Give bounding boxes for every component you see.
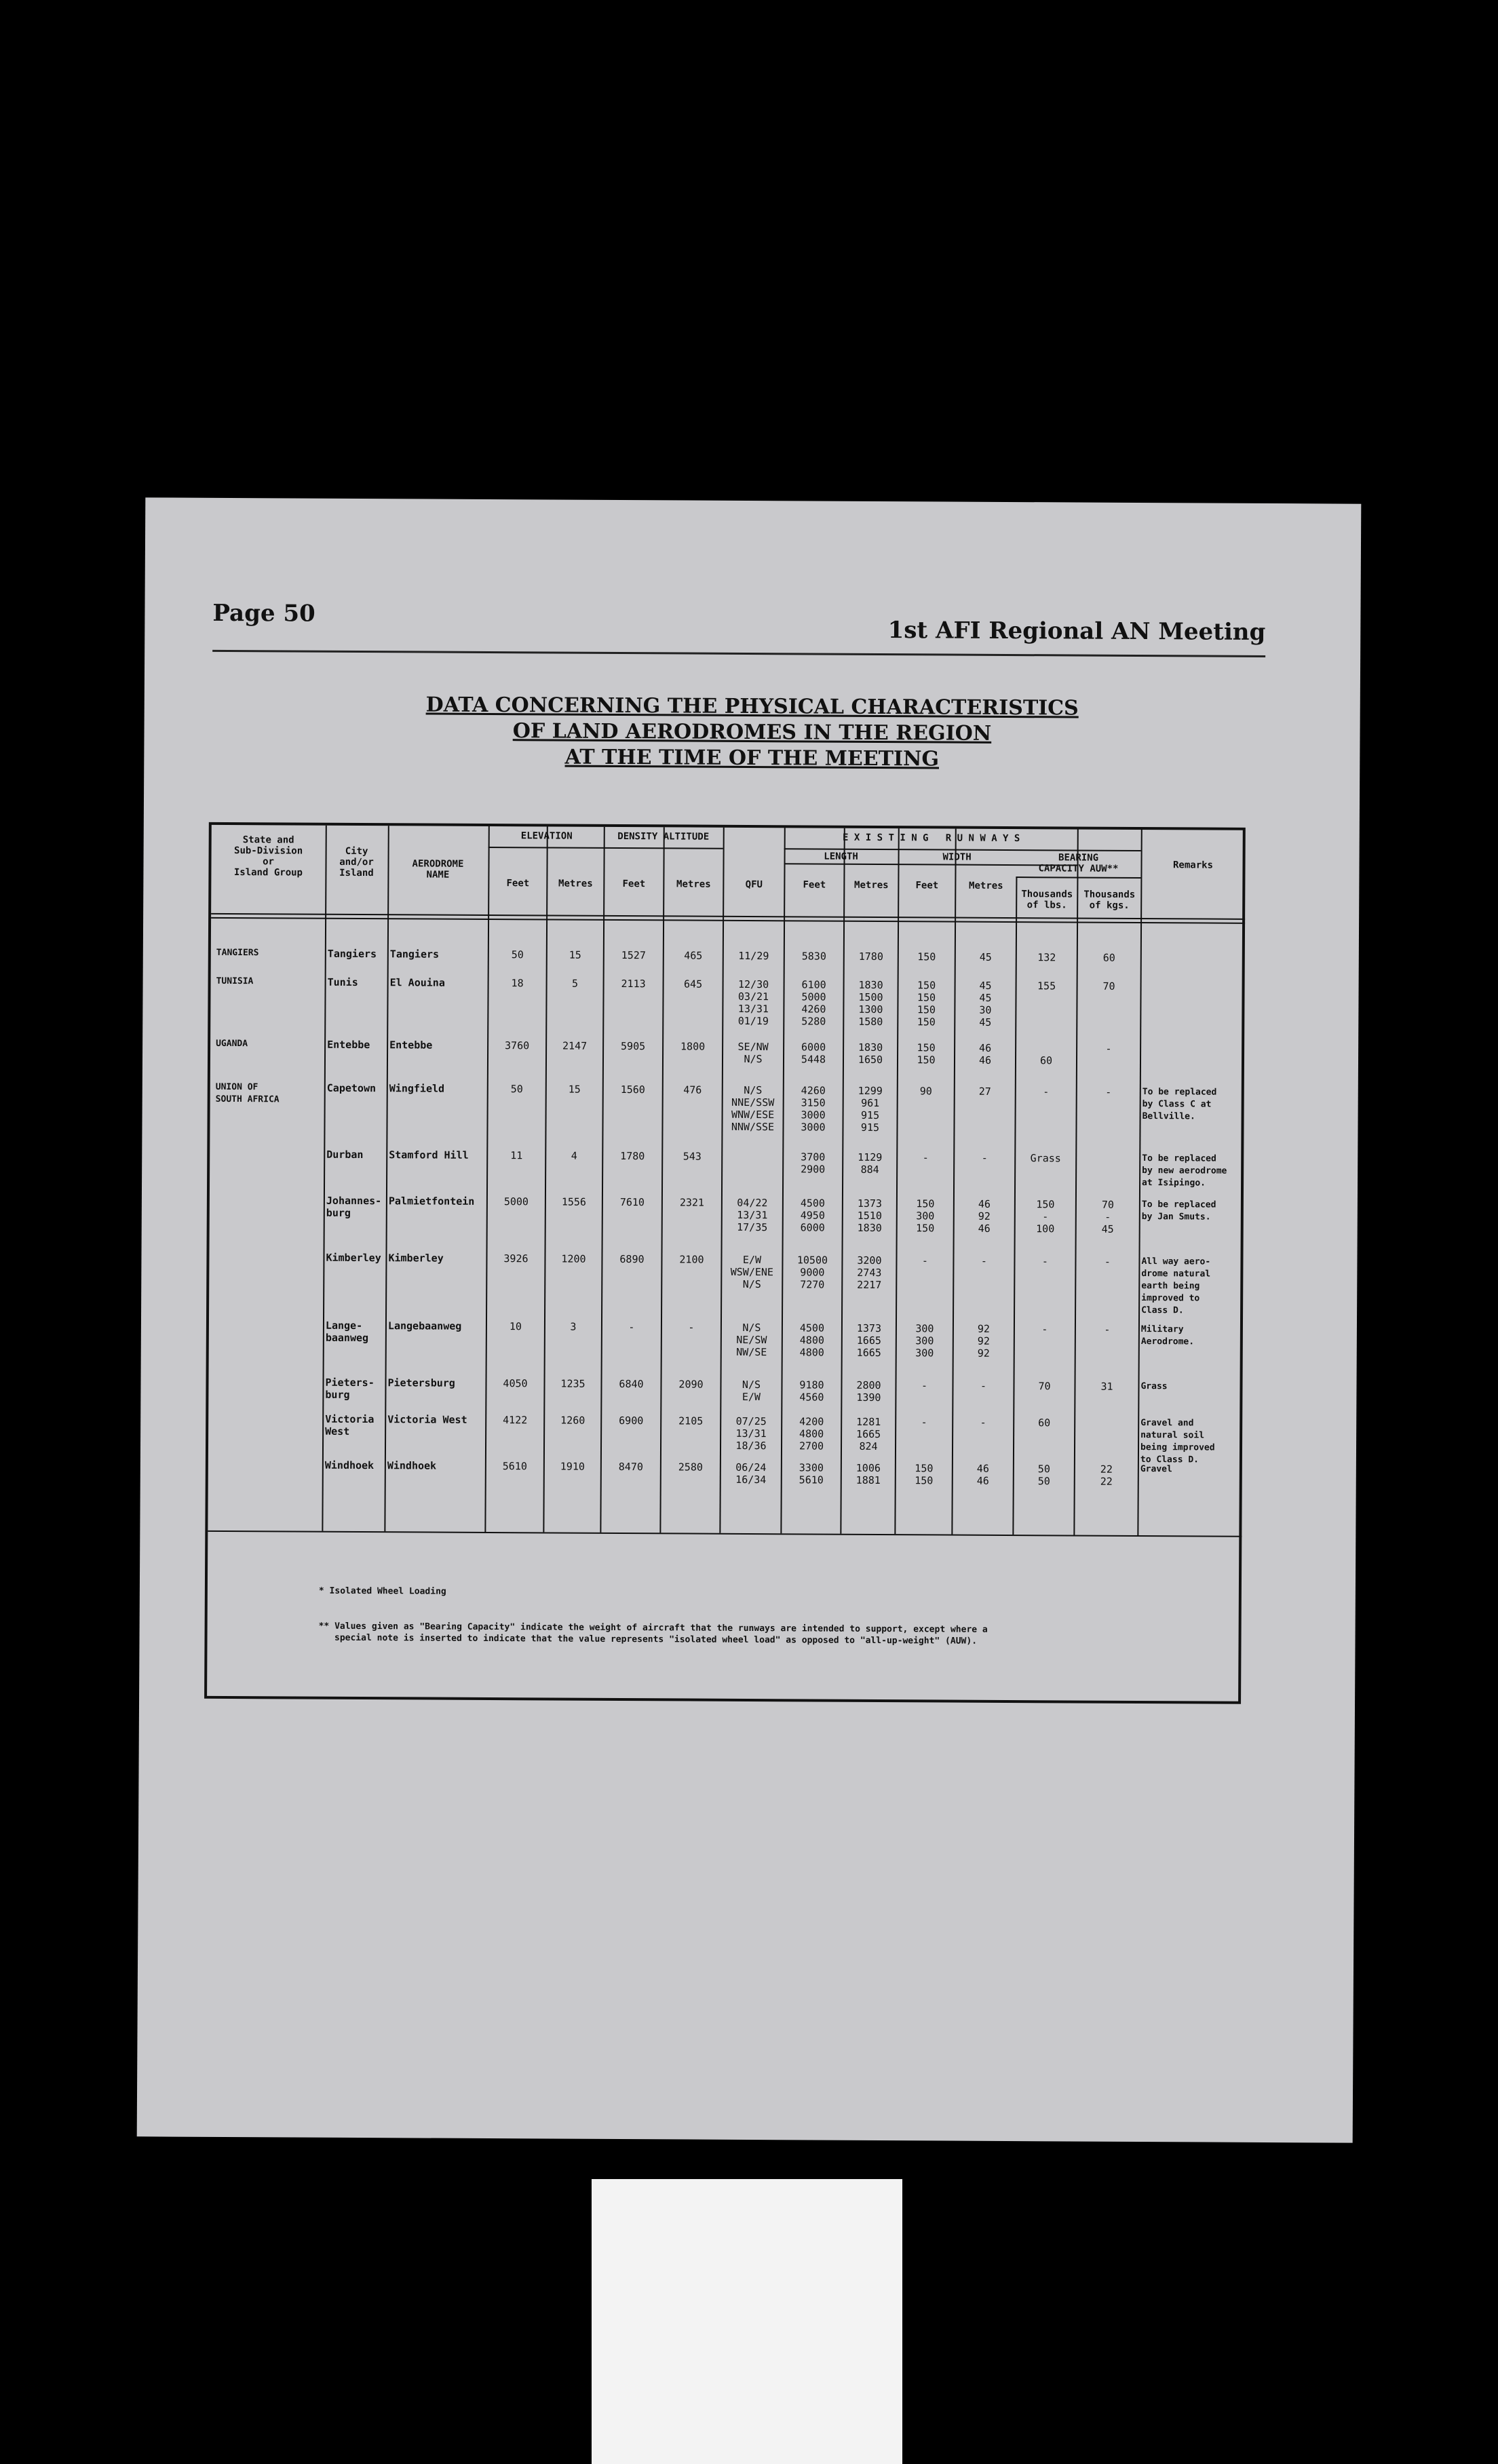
cell-wid-ft: 150 150: [917, 1041, 936, 1066]
cell-bc-lbs: 155: [1037, 980, 1056, 993]
header-existing-runways: E X I S T I N G R U N W A Y S: [843, 832, 1020, 845]
header-da-metres: Metres: [676, 879, 711, 890]
header-thousands-kgs: Thousands of kgs.: [1083, 889, 1136, 911]
header-state: State and Sub-Division or Island Group: [233, 834, 303, 879]
cell-bc-kgs: 70: [1102, 980, 1115, 993]
cell-elev-ft: 50: [511, 948, 524, 961]
footnote-1: * Isolated Wheel Loading: [318, 1585, 446, 1597]
page-label: Page 50: [212, 599, 315, 628]
footnote-2: ** Values given as "Bearing Capacity" indicate the weight of aircraft that the runways are intended to support, except where a special note is inserted to indicate that the value represents "isolated wheel load" as opposed to "all-up-weight" (AUW).: [318, 1621, 988, 1647]
cell-elev-m: 1235: [560, 1377, 585, 1390]
cell-wid-m: 46 92 46: [978, 1197, 991, 1235]
cell-bc-lbs: -: [1041, 1255, 1049, 1268]
cell-wid-m: 46 46: [976, 1462, 989, 1487]
cell-da-ft: 1560: [620, 1083, 645, 1096]
title-line-2: OF LAND AERODROMES IN THE REGION: [512, 719, 992, 746]
cell-aerodrome: El Aouina: [389, 976, 445, 989]
header-thousands-lbs: Thousands of lbs.: [1021, 889, 1073, 911]
cell-state: [215, 1194, 322, 1195]
cell-wid-ft: 150 300 150: [916, 1197, 935, 1235]
cell-city: Lange- baanweg: [325, 1319, 369, 1345]
cell-bc-lbs: -: [1043, 1085, 1050, 1098]
cell-bc-kgs: -: [1104, 1323, 1111, 1336]
cell-wid-m: 92 92 92: [977, 1322, 991, 1360]
cell-da-m: -: [688, 1321, 695, 1334]
cell-state: [215, 1148, 322, 1149]
cell-wid-ft: -: [921, 1416, 927, 1429]
cell-wid-m: -: [981, 1151, 988, 1164]
cell-len-m: 1373 1665 1665: [856, 1322, 882, 1360]
cell-aerodrome: Tangiers: [389, 948, 440, 961]
cell-elev-ft: 50: [510, 1083, 523, 1096]
cell-da-m: 2090: [678, 1378, 704, 1391]
cell-aerodrome: Victoria West: [387, 1413, 467, 1426]
header-wid-feet: Feet: [915, 880, 939, 891]
header-remarks: Remarks: [1172, 860, 1214, 871]
cell-da-ft: 6840: [619, 1377, 644, 1391]
cell-city: Kimberley: [326, 1251, 381, 1265]
cell-wid-ft: 150 150 150 150: [917, 979, 936, 1028]
cell-da-ft: 6890: [619, 1253, 645, 1266]
header-da-feet: Feet: [622, 879, 646, 890]
cell-remarks: [1143, 980, 1244, 981]
cell-wid-m: 45: [979, 950, 992, 963]
cell-len-m: 1830 1650: [858, 1041, 883, 1066]
cell-wid-m: 27: [978, 1085, 991, 1098]
cell-len-ft: 6100 5000 4260 5280: [801, 978, 826, 1028]
cell-bc-kgs: -: [1105, 1042, 1112, 1055]
cell-da-ft: 8470: [618, 1460, 643, 1474]
cell-wid-ft: -: [921, 1379, 928, 1392]
cell-state: UGANDA: [216, 1038, 248, 1050]
cell-wid-m: -: [980, 1416, 986, 1429]
cell-aerodrome: Windhoek: [387, 1459, 437, 1472]
cell-elev-ft: 11: [510, 1149, 523, 1162]
header-rule: [212, 650, 1265, 657]
cell-len-ft: 10500 9000 7270: [796, 1254, 828, 1291]
header-elevation: ELEVATION: [520, 830, 573, 842]
cell-elev-ft: 5610: [502, 1460, 527, 1473]
cell-elev-ft: 4122: [503, 1414, 528, 1427]
title-line-3: AT THE TIME OF THE MEETING: [564, 745, 940, 771]
cell-da-m: 2105: [678, 1414, 704, 1427]
cell-bc-kgs: 60: [1102, 951, 1115, 964]
cell-wid-m: -: [980, 1254, 988, 1267]
header-len-feet: Feet: [803, 879, 826, 891]
cell-aerodrome: Wingfield: [389, 1082, 445, 1095]
cell-da-m: 645: [683, 978, 703, 990]
cell-state: TUNISIA: [216, 976, 254, 987]
cell-len-ft: 4500 4950 6000: [800, 1197, 826, 1234]
cell-wid-ft: 300 300 300: [915, 1322, 934, 1360]
cell-elev-ft: 4050: [503, 1377, 528, 1390]
cell-bc-lbs: -: [1041, 1323, 1048, 1336]
header-wid-metres: Metres: [969, 880, 1003, 891]
cell-elev-m: 4: [571, 1149, 577, 1162]
cell-elev-m: 1910: [560, 1460, 585, 1473]
cell-len-ft: 3700 2900: [801, 1151, 826, 1176]
cell-wid-m: 45 45 30 45: [979, 979, 992, 1028]
cell-aerodrome: Stamford Hill: [389, 1149, 469, 1161]
cell-wid-ft: 90: [919, 1085, 932, 1098]
cell-len-m: 3200 2743 2217: [857, 1254, 882, 1292]
cell-aerodrome: Palmietfontein: [388, 1195, 475, 1208]
header-density-altitude: DENSITY ALTITUDE: [617, 830, 710, 843]
cell-len-ft: 6000 5448: [801, 1041, 826, 1066]
cell-da-ft: 7610: [619, 1196, 645, 1209]
cell-state: UNION OF SOUTH AFRICA: [215, 1081, 280, 1105]
cell-elev-ft: 5000: [503, 1195, 529, 1208]
cell-state: [215, 1251, 322, 1252]
cell-city: Entebbe: [327, 1038, 370, 1052]
cell-len-ft: 4500 4800 4800: [799, 1322, 825, 1359]
cell-state: [214, 1319, 322, 1320]
cell-wid-m: -: [980, 1379, 987, 1392]
cell-qfu: 04/22 13/31 17/35: [737, 1196, 768, 1234]
cell-da-m: 2100: [679, 1253, 704, 1266]
header-elev-metres: Metres: [558, 878, 593, 889]
cell-len-m: 1281 1665 824: [856, 1415, 881, 1452]
cell-len-m: 1830 1500 1300 1580: [858, 978, 883, 1028]
cell-len-m: 1006 1881: [856, 1461, 881, 1487]
cell-elev-m: 5: [572, 977, 579, 990]
cell-da-m: 476: [683, 1083, 702, 1096]
cell-bc-kgs: 31: [1100, 1380, 1113, 1393]
cell-da-ft: -: [628, 1321, 635, 1334]
header-bearing: BEARING CAPACITY AUW**: [1038, 852, 1119, 874]
cell-qfu: N/S NNE/SSW WNW/ESE NNW/SSE: [731, 1083, 775, 1134]
cell-state: [214, 1376, 322, 1377]
cell-len-m: 1129 884: [858, 1151, 883, 1176]
cell-bc-lbs: 132: [1037, 951, 1056, 964]
header-length: LENGTH: [824, 851, 858, 862]
cell-bc-lbs: Grass: [1030, 1152, 1061, 1165]
cell-elev-m: 1556: [561, 1195, 587, 1208]
cell-city: Durban: [326, 1148, 364, 1161]
cell-remarks: Grass: [1140, 1381, 1168, 1392]
header-len-metres: Metres: [854, 879, 889, 891]
header-aerodrome: AERODROME NAME: [412, 858, 464, 881]
cell-qfu: E/W WSW/ENE N/S: [730, 1253, 774, 1291]
title-line-1: DATA CONCERNING THE PHYSICAL CHARACTERISTICS: [425, 693, 1079, 720]
cell-da-m: 2580: [678, 1461, 703, 1474]
cell-da-ft: 2113: [621, 978, 646, 990]
document-title: [144, 691, 1360, 774]
cell-len-ft: 9180 4560: [799, 1379, 824, 1404]
header-width: WIDTH: [942, 851, 972, 863]
cell-bc-kgs: 70 - 45: [1101, 1198, 1114, 1235]
cell-bc-lbs: 150 - 100: [1036, 1198, 1055, 1235]
cell-remarks: Military Aerodrome.: [1140, 1324, 1195, 1347]
cell-qfu: 06/24 16/34: [735, 1461, 767, 1486]
cell-len-m: 1780: [858, 950, 883, 963]
cell-remarks: All way aero- drome natural earth being improved to Class D.: [1141, 1256, 1211, 1316]
header-qfu: QFU: [745, 879, 763, 891]
cell-elev-ft: 10: [509, 1320, 522, 1333]
cell-qfu: 11/29: [738, 949, 769, 963]
cell-aerodrome: Pietersburg: [387, 1377, 455, 1389]
cell-bc-kgs: -: [1104, 1255, 1111, 1268]
header-elev-feet: Feet: [506, 878, 530, 889]
cell-qfu: 12/30 03/21 13/31 01/19: [737, 978, 769, 1028]
cell-da-m: 465: [684, 949, 703, 962]
cell-len-m: 2800 1390: [856, 1379, 881, 1404]
cell-da-m: 543: [683, 1150, 702, 1163]
cell-len-m: 1299 961 915 915: [858, 1084, 883, 1134]
reference-card: [592, 2179, 902, 2464]
cell-elev-m: 3: [570, 1320, 577, 1333]
cell-remarks: To be replaced by Jan Smuts.: [1141, 1199, 1216, 1223]
cell-len-ft: 5830: [801, 950, 826, 963]
cell-remarks: Gravel: [1140, 1464, 1172, 1475]
cell-qfu: N/S NE/SW NW/SE: [736, 1321, 767, 1359]
cell-wid-ft: -: [921, 1254, 929, 1267]
cell-bc-lbs: 60: [1038, 1417, 1051, 1429]
header-city: City and/or Island: [339, 845, 374, 879]
cell-elev-ft: 3926: [503, 1252, 529, 1265]
cell-len-ft: 3300 5610: [799, 1461, 824, 1486]
cell-remarks: To be replaced by new aerodrome at Isipingo.: [1142, 1153, 1227, 1189]
cell-aerodrome: Entebbe: [389, 1039, 433, 1052]
cell-qfu: SE/NW N/S: [737, 1040, 769, 1066]
cell-city: Victoria West: [325, 1412, 374, 1438]
cell-da-ft: 6900: [619, 1414, 644, 1427]
cell-bc-lbs: 70: [1038, 1380, 1051, 1393]
cell-da-m: 2321: [679, 1196, 705, 1209]
cell-state: [214, 1412, 321, 1413]
cell-elev-m: 1200: [561, 1252, 586, 1265]
meeting-title: 1st AFI Regional AN Meeting: [887, 617, 1266, 646]
cell-remarks: To be replaced by Class C at Bellville.: [1142, 1087, 1217, 1122]
cell-len-m: 1373 1510 1830: [857, 1197, 883, 1235]
cell-elev-ft: 3760: [505, 1039, 530, 1052]
cell-elev-m: 2147: [562, 1039, 588, 1052]
cell-city: Johannes- burg: [326, 1194, 382, 1219]
cell-elev-m: 1260: [560, 1414, 585, 1427]
cell-city: Capetown: [326, 1081, 377, 1095]
cell-city: Tangiers: [327, 947, 377, 961]
cell-da-ft: 5905: [621, 1040, 646, 1053]
cell-len-ft: 4260 3150 3000 3000: [801, 1084, 826, 1134]
cell-da-m: 1800: [680, 1040, 706, 1053]
aerodrome-data-table: [204, 822, 1246, 1704]
cell-remarks: Gravel and natural soil being improved to Class D.: [1140, 1418, 1215, 1465]
cell-wid-ft: 150 150: [915, 1462, 934, 1487]
cell-city: Pieters- burg: [325, 1376, 374, 1401]
cell-wid-ft: 150: [917, 950, 936, 963]
cell-city: Tunis: [327, 976, 358, 988]
cell-state: TANGIERS: [216, 947, 259, 959]
cell-len-ft: 4200 4800 2700: [799, 1415, 824, 1452]
cell-elev-m: 15: [568, 1083, 581, 1096]
cell-bc-lbs: 60: [1039, 1042, 1053, 1067]
cell-qfu: 07/25 13/31 18/36: [735, 1414, 767, 1452]
cell-city: Windhoek: [324, 1459, 374, 1472]
document-page: [137, 497, 1362, 2142]
cell-da-ft: 1780: [620, 1150, 645, 1163]
cell-aerodrome: Kimberley: [388, 1252, 444, 1265]
cell-qfu: N/S E/W: [742, 1378, 761, 1404]
cell-wid-ft: -: [922, 1151, 929, 1164]
cell-aerodrome: Langebaanweg: [387, 1320, 462, 1332]
cell-elev-m: 15: [569, 948, 581, 961]
cell-bc-kgs: 22 22: [1100, 1463, 1113, 1488]
cell-bc-kgs: -: [1105, 1085, 1112, 1098]
cell-da-ft: 1527: [621, 949, 646, 962]
cell-elev-ft: 18: [511, 977, 524, 990]
cell-wid-m: 46 46: [978, 1041, 992, 1066]
cell-bc-lbs: 50 50: [1037, 1463, 1050, 1488]
